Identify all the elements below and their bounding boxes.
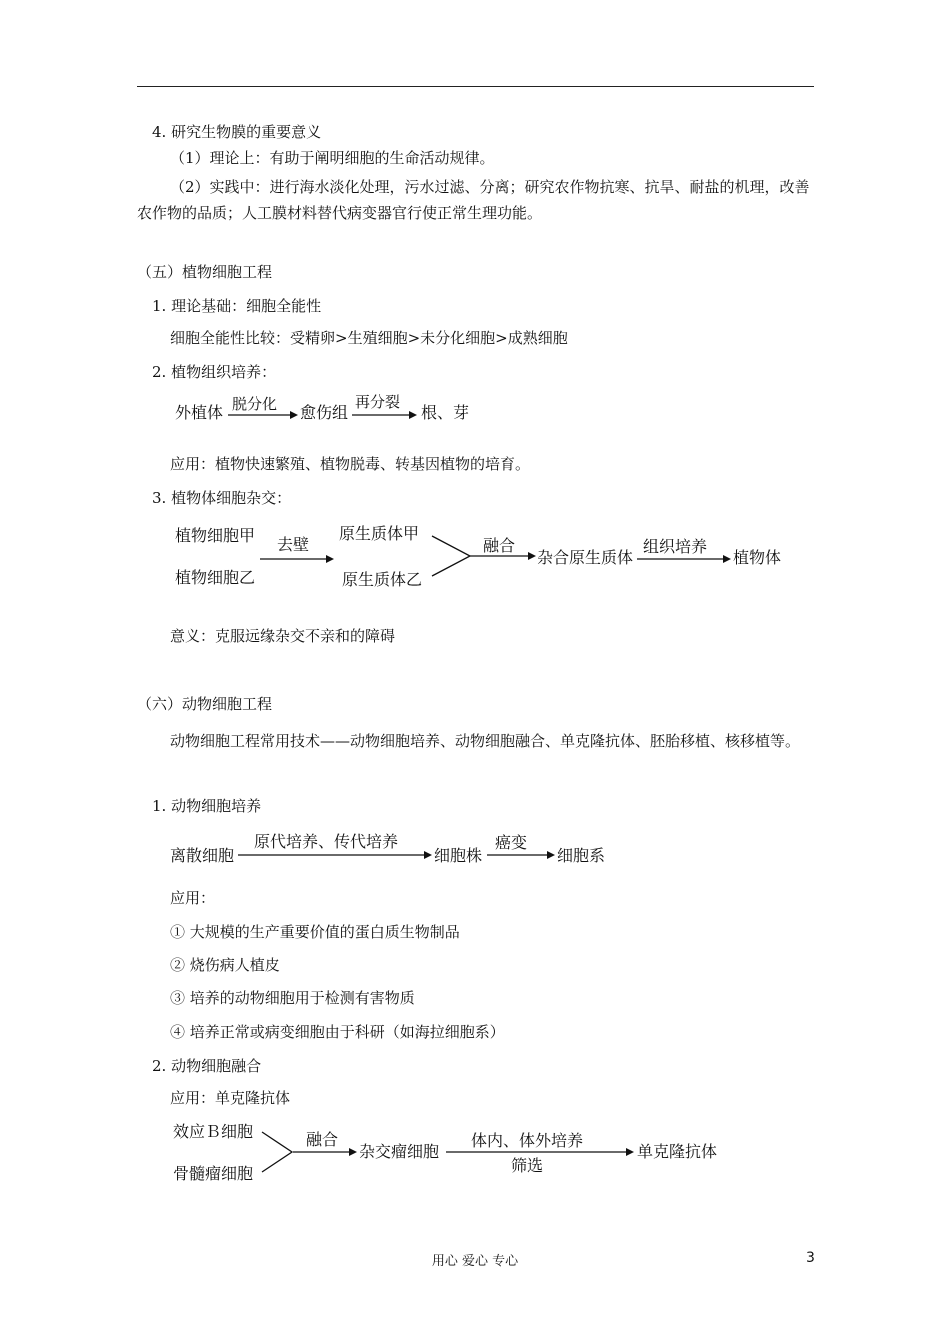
flow4-arrow-2 [446,1148,634,1156]
flow3-label-canceration: 癌变 [495,833,528,852]
flow3-label-culture: 原代培养、传代培养 [254,832,399,851]
flow3-cell-strain: 细胞株 [434,846,483,865]
flow2-label-remove-wall: 去壁 [277,535,310,554]
totipotency-comparison: 细胞全能性比较：受精卵>生殖细胞>未分化细胞>成熟细胞 [170,329,568,347]
flow2-merge-bracket [432,530,472,580]
cell-fusion-application: 应用：单克隆抗体 [170,1089,291,1107]
application-item: ② 烧伤病人植皮 [170,956,280,974]
flow2-plant-body: 植物体 [733,548,782,567]
item-animal-cell-fusion: 2. 动物细胞融合 [152,1057,262,1075]
flow1-explant: 外植体 [175,403,224,422]
flow4-label-screening: 筛选 [511,1156,544,1175]
flow3-cell-line: 细胞系 [557,846,606,865]
flow2-arrow-2 [470,552,536,560]
header-rule [137,86,814,87]
hybridization-meaning: 意义：克服远缘杂交不亲和的障碍 [170,627,396,645]
flow4-label-fusion: 融合 [306,1130,339,1149]
flow4-monoclonal-antibody: 单克隆抗体 [637,1142,718,1161]
application-item: ④ 培养正常或病变细胞由于科研（如海拉细胞系） [170,1023,505,1041]
flow1-arrow-2 [352,411,417,419]
item-tissue-culture: 2. 植物组织培养： [152,363,277,381]
flow3-dispersed-cells: 离散细胞 [170,846,235,865]
paragraph-practice: （2）实践中：进行海水淡化处理，污水过滤、分离；研究农作物抗寒、抗旱、耐盐的机理，改善农作物的品质；人工膜材料替代病变器官行使正常生理功能。 [137,178,810,222]
cell-culture-application-label: 应用： [170,889,216,907]
application-item: ③ 培养的动物细胞用于检测有害物质 [170,989,415,1007]
flow1-callus: 愈伤组 [300,403,349,422]
section-6-heading: （六）动物细胞工程 [137,695,273,713]
item-theory-basis: 1. 理论基础：细胞全能性 [152,297,322,315]
flow2-protoplast-a: 原生质体甲 [339,524,420,543]
flow4-arrow-1 [293,1148,357,1156]
flow3-arrow-1 [238,851,432,859]
flow2-label-tissue-culture: 组织培养 [643,537,708,556]
paragraph-theory: （1）理论上：有助于阐明细胞的生命活动规律。 [170,149,495,167]
item-somatic-hybridization: 3. 植物体细胞杂交： [152,489,292,507]
flow4-merge-bracket [262,1126,294,1176]
flow4-label-culture: 体内、体外培养 [471,1131,584,1150]
footer-motto: 用心 爱心 专心 [431,1254,519,1269]
flow4-myeloma-cell: 骨髓瘤细胞 [173,1164,254,1183]
item-animal-cell-culture: 1. 动物细胞培养 [152,797,262,815]
section-4-title: 4. 研究生物膜的重要意义 [152,123,322,141]
flow2-label-fusion: 融合 [483,536,516,555]
flow4-effector-b-cell: 效应Ｂ细胞 [173,1122,254,1141]
flow2-arrow-3 [637,555,731,563]
flow2-protoplast-b: 原生质体乙 [342,570,423,589]
section-5-heading: （五）植物细胞工程 [137,263,273,281]
application-item: ① 大规模的生产重要价值的蛋白质生物制品 [170,923,460,941]
flow1-roots-buds: 根、芽 [421,403,470,422]
flow2-plant-cell-b: 植物细胞乙 [175,568,256,587]
flow4-hybridoma: 杂交瘤细胞 [359,1142,440,1161]
flow1-arrow-1 [228,411,298,419]
flow2-hybrid-protoplast: 杂合原生质体 [537,548,634,567]
flow1-arrow-label-redivision: 再分裂 [355,393,401,411]
flow2-arrow-1 [260,555,334,563]
flow1-arrow-label-dedifferentiation: 脱分化 [232,395,278,413]
page-number: 3 [806,1250,815,1266]
animal-engineering-intro: 动物细胞工程常用技术——动物细胞培养、动物细胞融合、单克隆抗体、胚胎移植、核移植等。 [170,732,801,750]
flow3-arrow-2 [487,851,555,859]
tissue-culture-application: 应用：植物快速繁殖、植物脱毒、转基因植物的培育。 [170,455,531,473]
flow2-plant-cell-a: 植物细胞甲 [175,526,256,545]
